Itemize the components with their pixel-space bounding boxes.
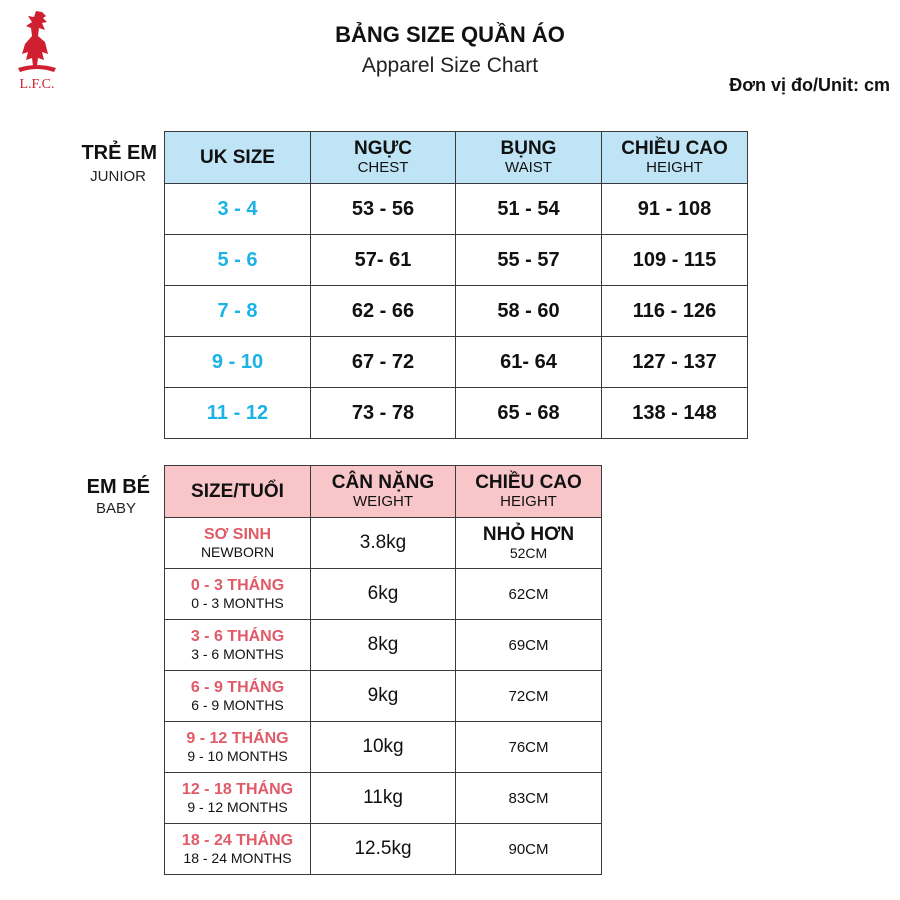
height-cell: 62CM	[456, 569, 602, 620]
chest-cell: 73 - 78	[311, 388, 456, 439]
junior-label-en: JUNIOR	[90, 168, 146, 185]
waist-cell: 58 - 60	[456, 286, 602, 337]
uk-size-cell: 5 - 6	[165, 235, 311, 286]
height-cell: 69CM	[456, 620, 602, 671]
waist-cell: 55 - 57	[456, 235, 602, 286]
lfc-logo	[12, 8, 62, 94]
unit-label: Đơn vị đo/Unit: cm	[729, 75, 890, 95]
height-cell: 72CM	[456, 671, 602, 722]
waist-cell: 51 - 54	[456, 184, 602, 235]
col-uk-size: UK SIZE	[165, 132, 311, 184]
table-header-row	[165, 466, 602, 518]
col-height: CHIỀU CAO HEIGHT	[602, 132, 748, 184]
height-cell: 83CM	[456, 773, 602, 824]
table-row	[165, 620, 602, 671]
height-cell: 91 - 108	[602, 184, 748, 235]
waist-cell: 65 - 68	[456, 388, 602, 439]
table-row	[165, 388, 748, 439]
weight-cell: 9kg	[311, 671, 456, 722]
height-cell: 90CM	[456, 824, 602, 875]
table-row	[165, 824, 602, 875]
weight-cell: 11kg	[311, 773, 456, 824]
page-subtitle: Apparel Size Chart	[361, 54, 539, 77]
weight-cell: 10kg	[311, 722, 456, 773]
height-cell: 138 - 148	[602, 388, 748, 439]
age-cell: 18 - 24 THÁNG 18 - 24 MONTHS	[165, 824, 311, 875]
age-cell: 6 - 9 THÁNG 6 - 9 MONTHS	[165, 671, 311, 722]
baby-label: EM BÉ	[86, 476, 150, 498]
table-row	[165, 569, 602, 620]
table-row	[165, 518, 602, 569]
liverbird-icon	[12, 8, 62, 94]
height-cell: NHỎ HƠN 52CM	[456, 518, 602, 569]
chest-cell: 57- 61	[311, 235, 456, 286]
table-row	[165, 773, 602, 824]
table-row	[165, 235, 748, 286]
col-chest: NGỰC CHEST	[311, 132, 456, 184]
height-cell: 127 - 137	[602, 337, 748, 388]
col-waist: BỤNG WAIST	[456, 132, 602, 184]
weight-cell: 3.8kg	[311, 518, 456, 569]
page-title: BẢNG SIZE QUẦN ÁO	[335, 22, 565, 47]
col-size-age: SIZE/TUỔI	[165, 466, 311, 518]
uk-size-cell: 3 - 4	[165, 184, 311, 235]
age-cell: SƠ SINH NEWBORN	[165, 518, 311, 569]
baby-label-en: BABY	[95, 500, 136, 517]
weight-cell: 12.5kg	[311, 824, 456, 875]
baby-size-table	[164, 465, 602, 875]
weight-cell: 6kg	[311, 569, 456, 620]
age-cell: 9 - 12 THÁNG 9 - 10 MONTHS	[165, 722, 311, 773]
chest-cell: 53 - 56	[311, 184, 456, 235]
height-cell: 109 - 115	[602, 235, 748, 286]
height-cell: 76CM	[456, 722, 602, 773]
age-cell: 12 - 18 THÁNG 9 - 12 MONTHS	[165, 773, 311, 824]
uk-size-cell: 11 - 12	[165, 388, 311, 439]
col-weight: CÂN NẶNG WEIGHT	[311, 466, 456, 518]
junior-size-table	[164, 131, 748, 439]
age-cell: 0 - 3 THÁNG 0 - 3 MONTHS	[165, 569, 311, 620]
height-cell: 116 - 126	[602, 286, 748, 337]
table-row	[165, 286, 748, 337]
logo-text: L.F.C.	[19, 77, 55, 92]
weight-cell: 8kg	[311, 620, 456, 671]
age-cell: 3 - 6 THÁNG 3 - 6 MONTHS	[165, 620, 311, 671]
chest-cell: 62 - 66	[311, 286, 456, 337]
table-row	[165, 722, 602, 773]
table-row	[165, 671, 602, 722]
junior-label: TRẺ EM	[81, 142, 157, 164]
table-row	[165, 337, 748, 388]
col-height: CHIỀU CAO HEIGHT	[456, 466, 602, 518]
uk-size-cell: 7 - 8	[165, 286, 311, 337]
table-row	[165, 184, 748, 235]
table-header-row	[165, 132, 748, 184]
uk-size-cell: 9 - 10	[165, 337, 311, 388]
waist-cell: 61- 64	[456, 337, 602, 388]
chest-cell: 67 - 72	[311, 337, 456, 388]
